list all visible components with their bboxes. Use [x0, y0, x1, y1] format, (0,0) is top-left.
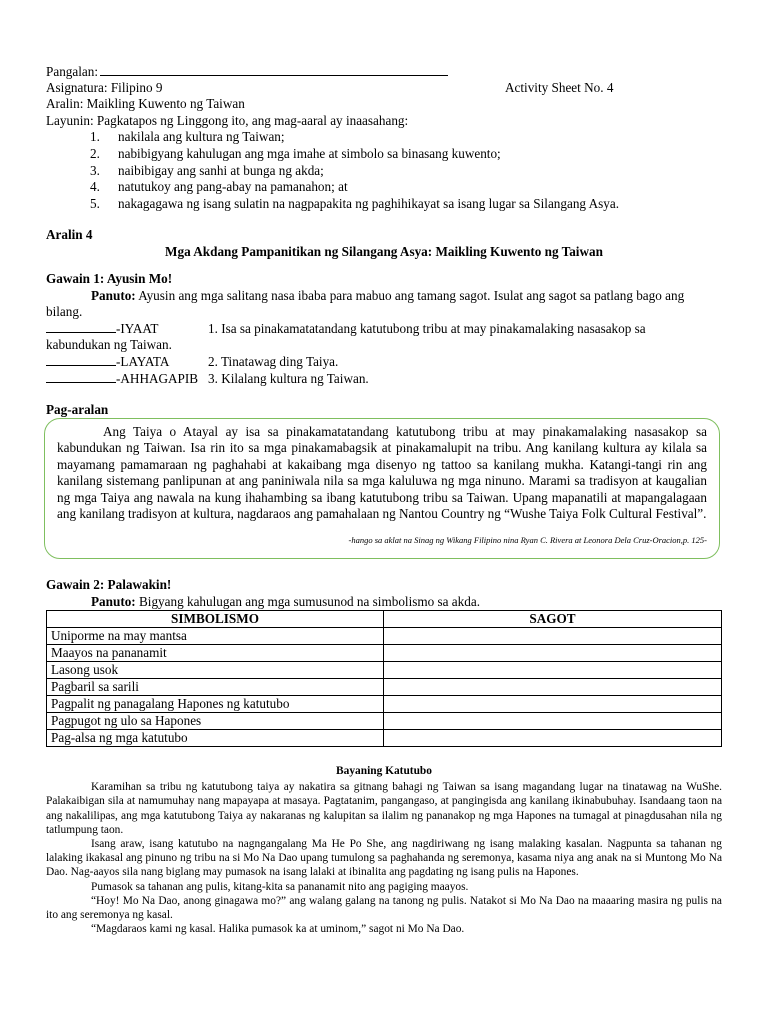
- story-paragraph: Karamihan sa tribu ng katutubong taiya ay nakatira sa gitnang bahagi ng Taiwan sa isang magandang lugar na tinatawag na WuShe. Palakaibigan sila at namumuhay nang mapayapa at masaya. Pagtatanim, pangangaso, at pangingisda ang kanilang ikinabubuhay. Isandaang taon na ang nakalilipas, ang mga katutubong Taiya ay nakaranas ng kalupitan sa ilalim ng pananakop ng mga Hapones na tumagal at pinagdusahan nila ng tatlumpung taon.: [46, 781, 722, 836]
- vocab-list: [46, 321, 722, 387]
- answer-cell[interactable]: [384, 645, 722, 662]
- answer-cell[interactable]: [384, 713, 722, 730]
- story-section: [46, 764, 722, 936]
- story-paragraph: “Magdaraos kami ng kasal. Halika pumasok ka at uminom,” sagot ni Mo Na Dao.: [91, 923, 465, 936]
- answer-cell[interactable]: [384, 696, 722, 713]
- vocab-item: [46, 321, 722, 338]
- symbol-cell: Pagpugot ng ulo sa Hapones: [47, 713, 384, 730]
- lesson-row: Aralin: Maikling Kuwento ng Taiwan: [46, 96, 245, 112]
- activity-sheet-number: Activity Sheet No. 4: [505, 79, 614, 95]
- lesson-label: Aralin 4: [46, 227, 93, 242]
- story-paragraph: “Hoy! Mo Na Dao, anong ginagawa mo?” ang walang galang na tanong ng pulis. Natakot si Mo Na Dao na maaaring masira ng pulis na ito ang seremonya ng kasal.: [46, 894, 722, 922]
- objective-item: 3. naibibigay ang sanhi at bunga ng akda;: [90, 162, 324, 178]
- column-header-simbolismo: SIMBOLISMO: [47, 611, 384, 628]
- clue-text: 3. Kilalang kultura ng Taiwan.: [208, 370, 369, 386]
- table-row: [47, 645, 722, 662]
- symbol-cell: Pagbaril sa sarili: [47, 679, 384, 696]
- clue-text: 2. Tinatawag ding Taiya.: [208, 353, 339, 369]
- pag-aralan-box: [44, 418, 720, 559]
- pag-aralan-text: Ang Taiya o Atayal ay isa sa pinakamatatandang katutubong tribu at may pinakamalaking nasasakop sa kabundukan ng Taiwan. Isa rin ito sa mga pinakamabagsik at pinakamalupit na tribu. Ang kanilang kultura ay kilala sa mayamang pamamaraan ng paghahabi at kakaibang mga disenyo ng tattoo sa kanilang mukha. Katangi-tangi rin ang kanilang sistemang panlipunan at ang paniniwala nila sa mga kaluluwa ng mga ninuno. Marami sa tradisyon at kaugalian ng mga Taiya ang nawala na kung ihahambing sa ibang katutubong tribu sa Taiwan. Upang mapanatili at mapangalagaan ang kanilang tradisyon at kultura, nagdaraos ang pamahalaan ng Nantou Country ng “Wushe Taiya Folk Cultural Festival”.: [57, 424, 707, 522]
- table-row: [47, 713, 722, 730]
- objective-item: 5. nakagagawa ng isang sulatin na nagpapakita ng paghihikayat sa isang lugar sa Silangang Asya.: [90, 195, 619, 211]
- symbol-cell: Lasong usok: [47, 662, 384, 679]
- table-row: [47, 679, 722, 696]
- objective-item: 2. nabibigyang kahulugan ang mga imahe at simbolo sa binasang kuwento;: [90, 145, 501, 161]
- story-paragraph: Pumasok sa tahanan ang pulis, kitang-kita sa pananamit nito ang pagiging maayos.: [91, 880, 469, 893]
- clue-text: 1. Isa sa pinakamatatandang katutubong tribu at may pinakamalaking nasasakop sa: [208, 320, 646, 336]
- gawain2-title: Gawain 2: Palawakin!: [46, 577, 172, 592]
- subject-label: Asignatura: Filipino 9: [46, 79, 163, 95]
- answer-cell[interactable]: [384, 662, 722, 679]
- panuto-text: Ayusin ang mga salitang nasa ibaba para mabuo ang tamang sagot. Isulat ang sagot sa patlang bago ang bilang.: [46, 287, 685, 320]
- gawain2-instructions: [46, 594, 722, 611]
- header-section: [46, 63, 722, 212]
- symbolism-table: [46, 610, 722, 747]
- table-row: [47, 662, 722, 679]
- source-citation: -hango sa aklat na Sinag ng Wikang Filipino nina Ryan C. Rivera at Leonora Dela Cruz-Oracion,p. 125-: [348, 534, 707, 545]
- table-row: [47, 730, 722, 747]
- column-header-sagot: SAGOT: [384, 611, 722, 628]
- scrambled-word: -LAYATA: [116, 353, 170, 369]
- name-blank[interactable]: [100, 63, 448, 76]
- table-header-row: [47, 611, 722, 628]
- symbol-cell: Pag-alsa ng mga katutubo: [47, 730, 384, 747]
- vocab-item: [46, 371, 722, 388]
- answer-cell[interactable]: [384, 730, 722, 747]
- panuto-label: Panuto:: [91, 593, 136, 609]
- name-row: [46, 63, 722, 80]
- objective-item: 1. nakilala ang kultura ng Taiwan;: [90, 129, 285, 145]
- story-title: Bayaning Katutubo: [336, 765, 432, 777]
- symbol-cell: Uniporme na may mantsa: [47, 628, 384, 645]
- vocab-item: [46, 354, 722, 371]
- answer-cell[interactable]: [384, 679, 722, 696]
- table-row: [47, 628, 722, 645]
- objective-item: 4. natutukoy ang pang-abay na pamanahon; at: [90, 179, 348, 195]
- panuto-label: Panuto:: [91, 287, 136, 303]
- answer-blank[interactable]: [46, 371, 116, 383]
- answer-blank[interactable]: [46, 354, 116, 366]
- clue-continuation: kabundukan ng Taiwan.: [46, 337, 172, 353]
- panuto-text: Bigyang kahulugan ang mga sumusunod na simbolismo sa akda.: [135, 593, 481, 609]
- pag-aralan-title: Pag-aralan: [46, 402, 109, 417]
- answer-blank[interactable]: [46, 321, 116, 333]
- gawain1-instructions: [46, 288, 722, 321]
- gawain2-section: [46, 577, 722, 610]
- scrambled-word: -AHHAGAPIB: [116, 370, 199, 386]
- symbol-cell: Pagpalit ng panagalang Hapones ng katutubo: [47, 696, 384, 713]
- objectives-list: [46, 129, 722, 212]
- name-label: Pangalan:: [46, 64, 99, 79]
- gawain1-section: [46, 271, 722, 387]
- answer-cell[interactable]: [384, 628, 722, 645]
- scrambled-word: -IYAAT: [116, 320, 159, 336]
- symbol-cell: Maayos na pananamit: [47, 645, 384, 662]
- objective-intro: Layunin: Pagkatapos ng Linggong ito, ang mag-aaral ay inaasahang:: [46, 112, 409, 128]
- table-row: [47, 696, 722, 713]
- subject-row: [46, 80, 722, 97]
- story-paragraph: Isang araw, isang katutubo na nagngangalang Ma He Po She, ang nagdiriwang ng isang malaking kasalan. Nagpunta sa tahanan ng lalaking ikakasal ang pinuno ng tribu na si Mo Na Dao upang tumulong sa paghahanda ng seremonya, kasama niya ang anak na si Muntong Mo Na Dao. Nag-aayos sila nang biglang may pumasok na isang lalaki at ibinalita ang pagdating ng isang pulis na Hapones.: [46, 838, 722, 879]
- gawain1-title: Gawain 1: Ayusin Mo!: [46, 271, 173, 286]
- lesson-title: Mga Akdang Pampanitikan ng Silangang Asya: Maikling Kuwento ng Taiwan: [165, 244, 603, 259]
